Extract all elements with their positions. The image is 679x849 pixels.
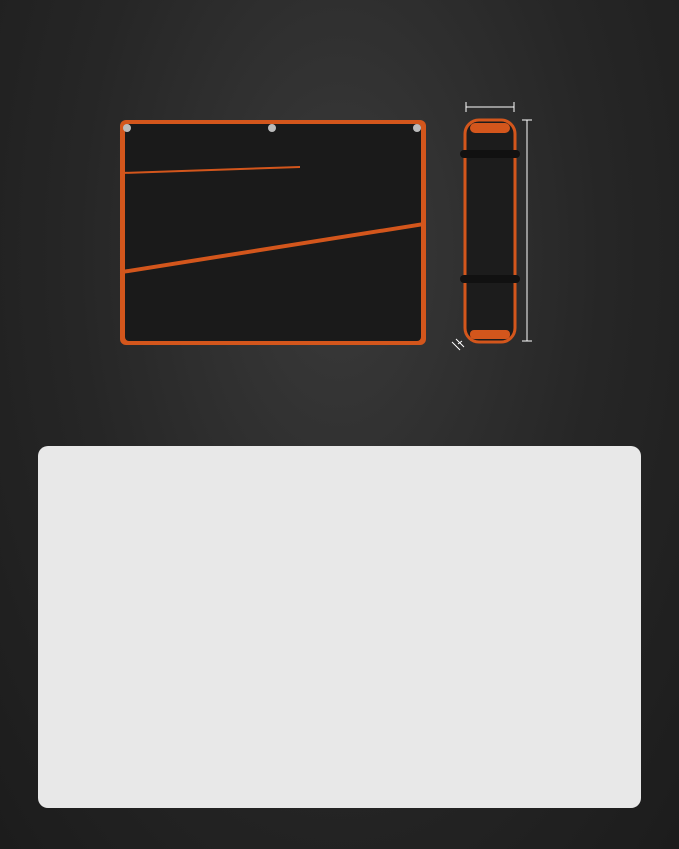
tool-roll-open <box>120 120 426 345</box>
spec-card <box>38 446 641 808</box>
tool-roll-closed <box>460 120 520 342</box>
